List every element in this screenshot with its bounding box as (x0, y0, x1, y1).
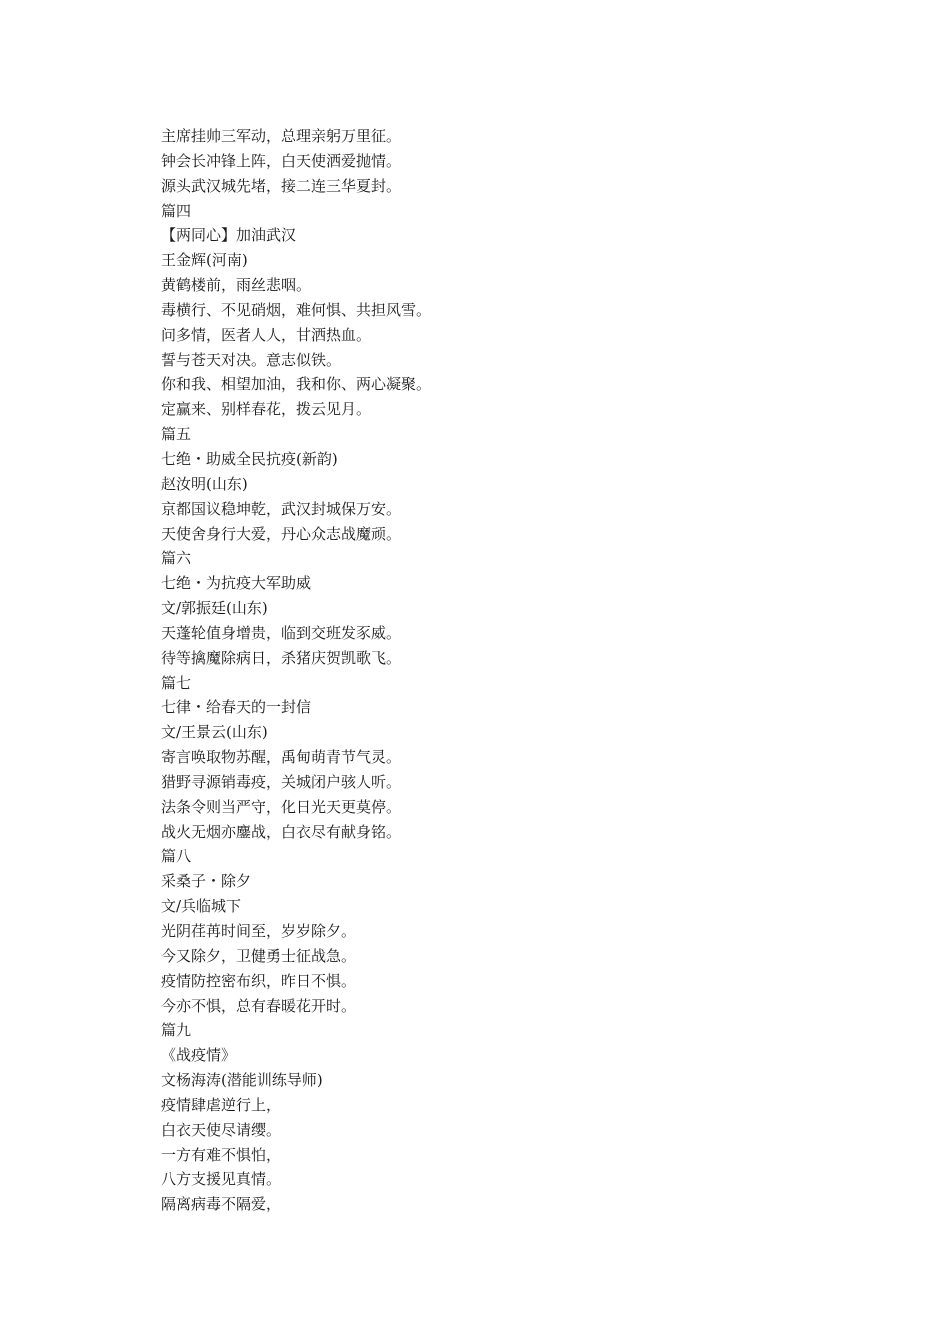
poem-author: 文/王景云(山东) (161, 723, 268, 742)
text-line: 源头武汉城先堵，接二连三华夏封。 (161, 176, 402, 195)
text-line: 白衣天使尽请缨。 (161, 1120, 282, 1139)
section-heading: 篇七 (161, 673, 192, 692)
text-line: 一方有难不惧怕， (161, 1145, 282, 1164)
poem-text-block (161, 124, 861, 1217)
text-line: 天使舍身行大爱，丹心众志战魔顽。 (161, 524, 402, 543)
text-line: 寄言唤取物苏醒，禹甸萌青节气灵。 (161, 748, 402, 767)
text-line: 疫情肆虐逆行上， (161, 1095, 282, 1114)
poem-author: 文杨海涛(潜能训练导师) (161, 1071, 323, 1090)
text-line: 今又除夕，卫健勇士征战急。 (161, 946, 357, 965)
poem-title: 《战疫情》 (161, 1046, 237, 1065)
text-line: 京都国议稳坤乾，武汉封城保万安。 (161, 499, 402, 518)
text-line: 定赢来、别样春花，拨云见月。 (161, 400, 372, 419)
section-heading: 篇八 (161, 847, 192, 866)
text-line: 问多情，医者人人，甘洒热血。 (161, 325, 372, 344)
text-line: 天蓬轮值身增贵，临到交班发豕威。 (161, 623, 402, 642)
poem-author: 文/兵临城下 (161, 897, 242, 916)
text-line: 你和我、相望加油，我和你、两心凝聚。 (161, 375, 432, 394)
poem-title: 采桑子・除夕 (161, 872, 252, 891)
text-line: 毒横行、不见硝烟，难何惧、共担风雪。 (161, 300, 432, 319)
poem-author: 赵汝明(山东) (161, 474, 248, 493)
poem-author: 王金辉(河南) (161, 251, 248, 270)
text-line: 猎野寻源销毒疫，关城闭户骇人听。 (161, 772, 402, 791)
text-line: 钟会长冲锋上阵，白天使洒爱抛情。 (161, 151, 402, 170)
section-heading: 篇四 (161, 201, 192, 220)
text-line: 今亦不惧，总有春暖花开时。 (161, 996, 357, 1015)
text-line: 待等擒魔除病日，杀猪庆贺凯歌飞。 (161, 648, 402, 667)
section-heading: 篇九 (161, 1021, 192, 1040)
section-heading: 篇五 (161, 425, 192, 444)
text-line: 八方支援见真情。 (161, 1170, 282, 1189)
text-line: 黄鹤楼前，雨丝悲咽。 (161, 276, 312, 295)
text-line: 法条令则当严守，化日光天更莫停。 (161, 797, 402, 816)
poem-title: 七绝・为抗疫大军助威 (161, 574, 312, 593)
text-line: 战火无烟亦鏖战，白衣尽有献身铭。 (161, 822, 402, 841)
poem-title: 七绝・助威全民抗疫(新韵) (161, 449, 338, 468)
text-line: 隔离病毒不隔爱， (161, 1195, 282, 1214)
poem-author: 文/郭振廷(山东) (161, 599, 268, 618)
text-line: 主席挂帅三军动，总理亲躬万里征。 (161, 127, 402, 145)
poem-title: 【两同心】加油武汉 (161, 226, 297, 245)
text-line: 誓与苍天对决。意志似铁。 (161, 350, 342, 369)
text-line: 光阴荏苒时间至，岁岁除夕。 (161, 922, 357, 940)
poem-title: 七律・给春天的一封信 (161, 698, 312, 717)
text-line: 疫情防控密布织，昨日不惧。 (161, 971, 357, 990)
section-heading: 篇六 (161, 549, 192, 568)
